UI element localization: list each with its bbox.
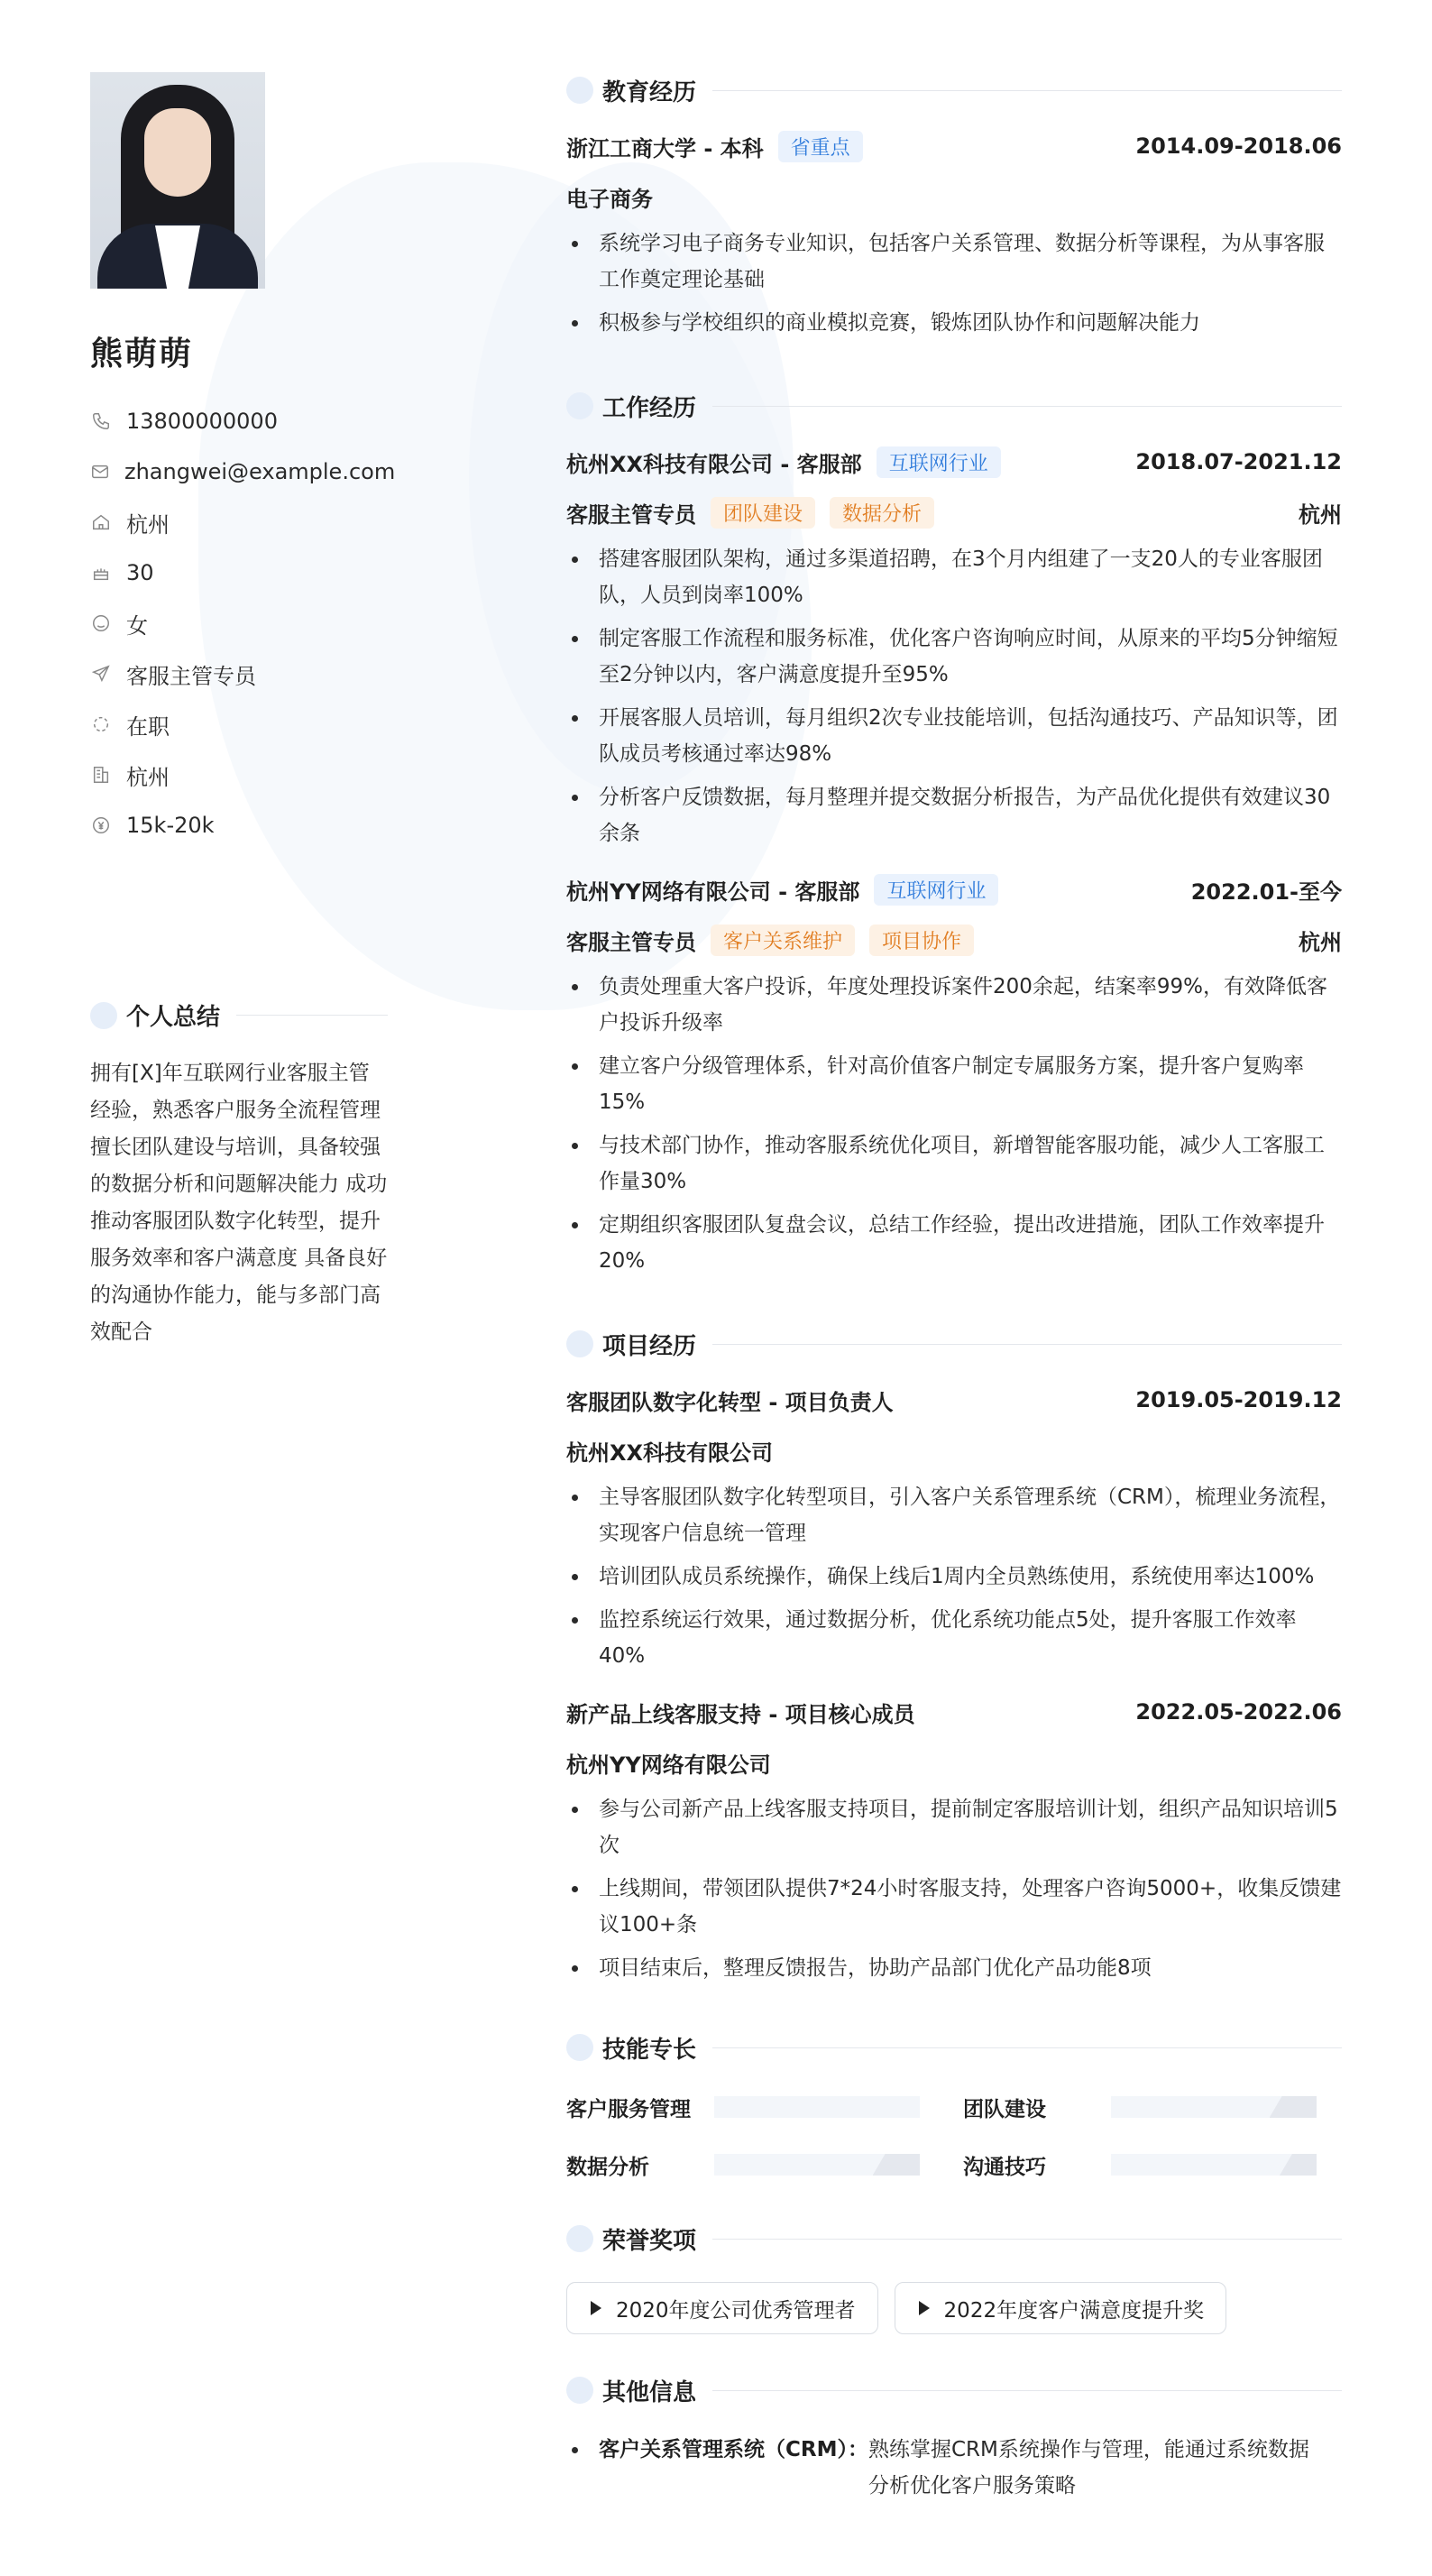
skill-rest [873,2154,920,2176]
job-city: 杭州 [1299,929,1342,955]
position-text: 客服主管专员 [126,663,256,689]
section-divider [712,1344,1342,1345]
cake-icon [90,562,112,584]
info-phone [90,396,388,446]
work-section [566,386,1342,1279]
job-bullets [566,969,1342,1279]
avatar [90,72,265,289]
list-item: 与技术部门协作，推动客服系统优化项目，新增智能客服功能，减少人工客服工作量30% [566,1127,1342,1200]
sidebar [90,72,396,1351]
skill-label: 团队建设 [963,2097,1046,2121]
skills-section [566,2028,1342,2181]
list-item: 参与公司新产品上线客服支持项目，提前制定客服培训计划，组织产品知识培训5次 [566,1791,1342,1863]
section-divider [712,2047,1342,2048]
major-name: 电子商务 [566,186,653,212]
gender-text: 女 [126,612,148,639]
job-item [566,437,1342,851]
list-item: 负责处理重大客户投诉，年度处理投诉案件200余起，结案率99%，有效降低客户投诉升级率 [566,969,1342,1041]
other-section [566,2370,1342,2504]
info-status [90,699,388,750]
skill-tag: 数据分析 [830,497,934,529]
project-company: 杭州YY网络有限公司 [566,1752,771,1778]
award-label: 2022年度客户满意度提升奖 [943,2298,1205,2323]
skill-label: 客户服务管理 [566,2097,691,2121]
project-company-row [566,1737,1342,1788]
skill-label: 沟通技巧 [963,2155,1046,2179]
candidate-name: 熊萌萌 [90,336,194,373]
projects-section [566,1324,1342,1986]
project-date: 2019.05-2019.12 [1135,1387,1342,1412]
list-item: 建立客户分级管理体系，针对高价值客户制定专属服务方案，提升客户复购率15% [566,1048,1342,1120]
info-salary [90,800,388,851]
skill-rest [1270,2096,1317,2118]
award-badge [566,2282,878,2334]
project-company: 杭州XX科技有限公司 [566,1440,774,1466]
project-date: 2022.05-2022.06 [1135,1699,1342,1725]
company-name: 杭州XX科技有限公司 - 客服部 [566,451,862,477]
job-header [566,437,1342,487]
info-position [90,649,388,699]
project-item [566,1375,1342,1674]
education-title: 教育经历 [602,78,697,106]
skill-label: 数据分析 [566,2155,649,2179]
skill-bar [1111,2154,1317,2176]
skill-rest [1280,2154,1317,2176]
project-company-row [566,1425,1342,1476]
education-header [566,70,1342,110]
info-location [90,750,388,800]
skill-bar [1111,2096,1317,2118]
education-section [566,70,1342,341]
email-text: zhangwei@example.com [124,459,396,484]
list-item [566,2432,1342,2504]
salary-icon [90,814,112,836]
info-email [90,446,396,497]
info-gender [90,598,388,649]
awards-title: 荣誉奖项 [602,2227,697,2255]
play-icon [919,2301,930,2315]
section-dot-icon [566,2377,593,2404]
play-icon [591,2301,601,2315]
awards-section [566,2219,1342,2334]
education-row [566,121,1342,171]
summary-section-header [90,998,388,1032]
other-header [566,2370,1342,2410]
job-header [566,864,1342,915]
work-title: 工作经历 [602,394,697,422]
summary-title: 个人总结 [126,1004,221,1031]
awards-header [566,2219,1342,2259]
list-item: 分析客户反馈数据，每月整理并提交数据分析报告，为产品优化提供有效建议30余条 [566,779,1342,851]
other-list [566,2432,1342,2504]
project-item [566,1687,1342,1986]
send-icon [90,663,112,685]
section-dot-icon [566,2034,593,2061]
salary-text: 15k-20k [126,813,215,838]
projects-header [566,1324,1342,1364]
list-item: 开展客服人员培训，每月组织2次专业技能培训，包括沟通技巧、产品知识等，团队成员考核通过率达98% [566,700,1342,772]
list-item: 项目结束后，整理反馈报告，协助产品部门优化产品功能8项 [566,1950,1342,1986]
info-city [90,497,388,547]
section-dot-icon [566,2225,593,2252]
award-label: 2020年度公司优秀管理者 [616,2298,856,2323]
info-age [90,547,388,598]
section-divider [712,2239,1342,2240]
list-item: 积极参与学校组织的商业模拟竞赛，锻炼团队协作和问题解决能力 [566,305,1342,341]
skills-title: 技能专长 [602,2036,697,2064]
skill-item [566,2091,963,2123]
industry-tag: 互联网行业 [874,874,998,906]
other-value: 熟练掌握CRM系统操作与管理，能通过系统数据分析优化客户服务策略 [867,2438,1309,2498]
skill-tag: 项目协作 [869,925,974,956]
mail-icon [90,461,110,483]
city-text: 杭州 [126,511,170,538]
job-date: 2018.07-2021.12 [1135,449,1342,474]
section-divider [712,406,1342,407]
skill-item [963,2091,1324,2123]
job-role: 客服主管专员 [566,501,696,528]
industry-tag: 互联网行业 [877,446,1001,478]
school-name: 浙江工商大学 - 本科 [566,135,764,161]
education-date: 2014.09-2018.06 [1135,133,1342,159]
phone-text: 13800000000 [126,409,278,434]
job-date: 2022.01-至今 [1190,879,1342,905]
other-title: 其他信息 [602,2378,697,2406]
education-bullets [566,225,1342,341]
status-text: 在职 [126,713,170,740]
job-role-row [566,915,1342,965]
skills-header [566,2028,1342,2067]
work-header [566,386,1342,426]
status-icon [90,713,112,735]
project-name: 新产品上线客服支持 - 项目核心成员 [566,1701,915,1727]
phone-icon [90,410,112,432]
section-divider [712,2390,1342,2391]
section-divider [712,90,1342,91]
school-tag: 省重点 [778,131,863,162]
project-name: 客服团队数字化转型 - 项目负责人 [566,1389,894,1415]
job-item [566,864,1342,1279]
skill-tag: 客户关系维护 [711,925,855,956]
gender-icon [90,612,112,634]
list-item: 上线期间，带领团队提供7*24小时客服支持，处理客户咨询5000+，收集反馈建议100+条 [566,1871,1342,1943]
skill-bar [714,2154,920,2176]
summary-text: 拥有[X]年互联网行业客服主管经验，熟悉客户服务全流程管理 擅长团队建设与培训，具备较强的数据分析和问题解决能力 成功推动客服团队数字化转型，提升服务效率和客户满意度 具备良好的沟通协作能力，能与多部门高效配合 [90,1062,388,1344]
list-item: 制定客服工作流程和服务标准，优化客户咨询响应时间，从原来的平均5分钟缩短至2分钟以内，客户满意度提升至95% [566,621,1342,693]
contact-info-list [90,396,396,851]
list-item: 主导客服团队数字化转型项目，引入客户关系管理系统（CRM），梳理业务流程，实现客户信息统一管理 [566,1479,1342,1551]
list-item: 搭建客服团队架构，通过多渠道招聘，在3个月内组建了一支20人的专业客服团队，人员到岗率100% [566,541,1342,613]
section-divider [236,1015,388,1016]
section-dot-icon [566,77,593,104]
project-bullets [566,1791,1342,1986]
job-role-row [566,487,1342,538]
section-dot-icon [566,1330,593,1357]
awards-list [566,2282,1342,2334]
company-name: 杭州YY网络有限公司 - 客服部 [566,879,860,905]
building-icon [90,764,112,786]
skill-tag: 团队建设 [711,497,815,529]
location-text: 杭州 [126,764,170,790]
list-item: 培训团队成员系统操作，确保上线后1周内全员熟练使用，系统使用率达100% [566,1559,1342,1595]
major-row [566,171,1342,222]
main-content [566,70,1342,2504]
list-item: 定期组织客服团队复盘会议，总结工作经验，提出改进措施，团队工作效率提升20% [566,1207,1342,1279]
job-city: 杭州 [1299,501,1342,528]
job-bullets [566,541,1342,851]
projects-title: 项目经历 [602,1332,697,1360]
list-item: 系统学习电子商务专业知识，包括客户关系管理、数据分析等课程，为从事客服工作奠定理论基础 [566,225,1342,298]
skill-item [566,2148,963,2181]
section-dot-icon [566,392,593,419]
project-header [566,1687,1342,1737]
skill-item [963,2148,1324,2181]
other-key: 客户关系管理系统（CRM）： [599,2438,868,2461]
home-icon [90,511,112,533]
skills-grid [566,2091,1342,2181]
age-text: 30 [126,560,154,585]
project-bullets [566,1479,1342,1674]
job-role: 客服主管专员 [566,929,696,955]
list-item: 监控系统运行效果，通过数据分析，优化系统功能点5处，提升客服工作效率40% [566,1602,1342,1674]
project-header [566,1375,1342,1425]
award-badge [895,2282,1227,2334]
skill-bar [714,2096,920,2118]
section-dot-icon [90,1002,117,1029]
